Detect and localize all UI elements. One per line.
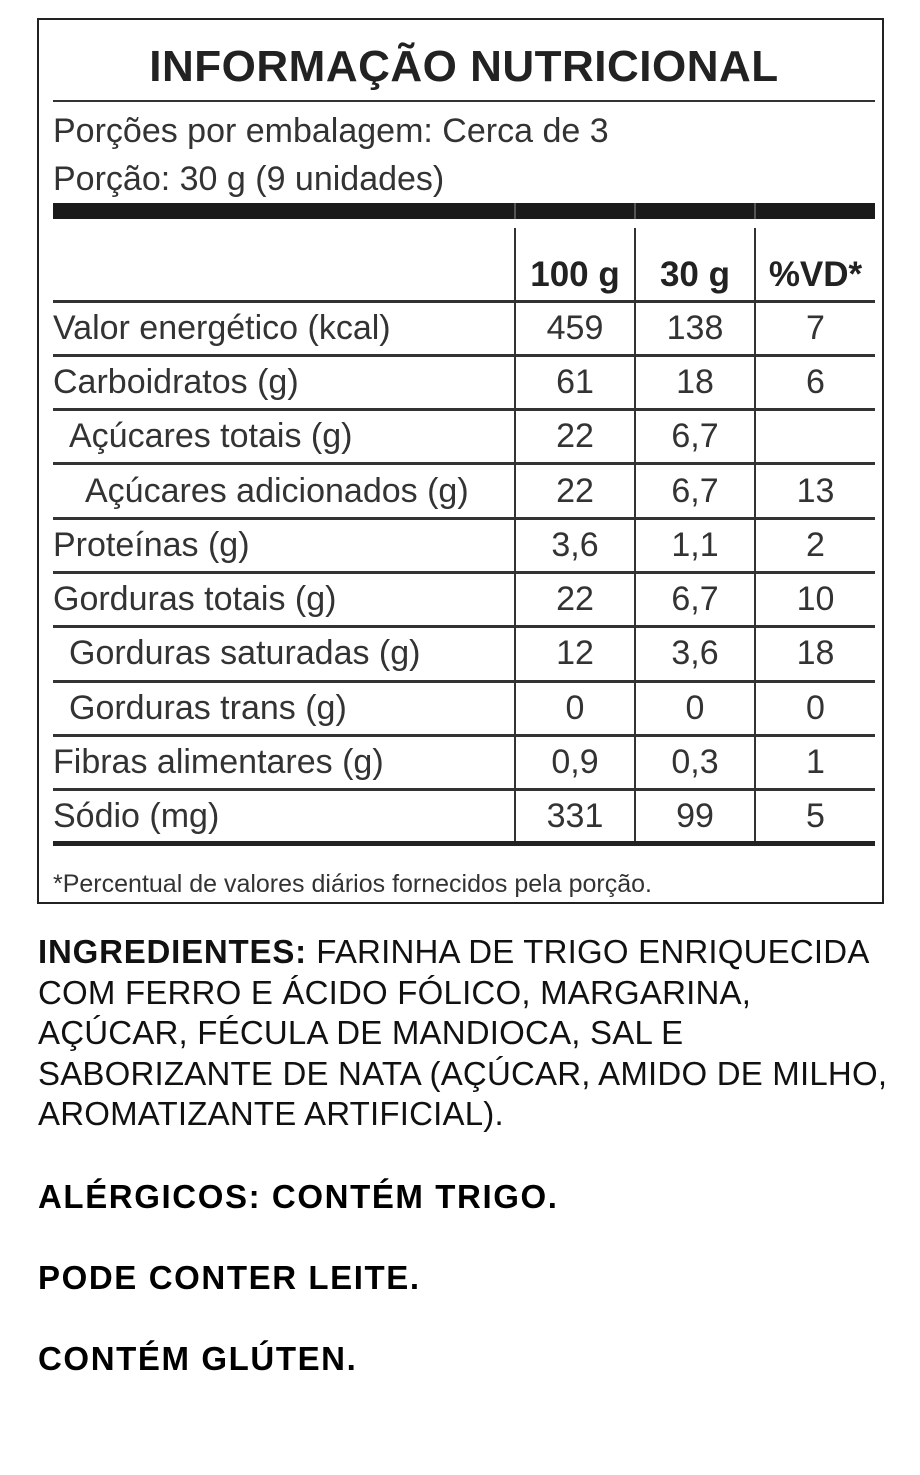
title-divider <box>53 100 875 102</box>
table-row <box>53 735 875 789</box>
nutrient-name: Sódio (mg) <box>53 790 515 844</box>
value-vd: 6 <box>755 355 875 409</box>
nutrient-name: Açúcares totais (g) <box>53 410 515 464</box>
serving-size: Porção: 30 g (9 unidades) <box>53 160 445 198</box>
divider-notch <box>634 203 636 219</box>
divider-notch <box>514 203 516 219</box>
value-100g: 0,9 <box>515 735 635 789</box>
value-100g: 61 <box>515 355 635 409</box>
nutrient-name: Fibras alimentares (g) <box>53 735 515 789</box>
column-header-30g: 30 g <box>635 228 755 301</box>
value-vd <box>755 410 875 464</box>
table-row <box>53 301 875 355</box>
may-contain-warning: PODE CONTER LEITE. <box>38 1259 421 1296</box>
table-header-row <box>53 228 875 301</box>
value-vd: 5 <box>755 790 875 844</box>
value-30g: 0,3 <box>635 735 755 789</box>
table-row <box>53 355 875 409</box>
value-30g: 18 <box>635 355 755 409</box>
value-30g: 138 <box>635 301 755 355</box>
column-header-vd: %VD* <box>755 228 875 301</box>
nutrition-table <box>53 228 875 846</box>
value-30g: 6,7 <box>635 572 755 626</box>
value-100g: 22 <box>515 410 635 464</box>
column-header-100g: 100 g <box>515 228 635 301</box>
divider-notch <box>754 203 756 219</box>
table-row <box>53 518 875 572</box>
vd-footnote: *Percentual de valores diários fornecidos pela porção. <box>53 870 652 898</box>
value-vd: 10 <box>755 572 875 626</box>
value-30g: 99 <box>635 790 755 844</box>
table-row <box>53 410 875 464</box>
table-row <box>53 464 875 518</box>
table-row <box>53 627 875 681</box>
value-30g: 6,7 <box>635 464 755 518</box>
nutrient-name: Gorduras saturadas (g) <box>53 627 515 681</box>
ingredients-text: FARINHA DE TRIGO ENRIQUECIDA COM FERRO E ÁCIDO FÓLICO, MARGARINA, AÇÚCAR, FÉCULA DE MANDIOCA, SAL E SABORIZANTE DE NATA (AÇÚCAR, AMIDO DE MILHO, AROMATIZANTE ARTIFICIAL). <box>38 933 888 1132</box>
value-100g: 22 <box>515 572 635 626</box>
value-vd: 1 <box>755 735 875 789</box>
value-30g: 6,7 <box>635 410 755 464</box>
value-vd: 7 <box>755 301 875 355</box>
table-row <box>53 572 875 626</box>
value-100g: 331 <box>515 790 635 844</box>
servings-per-package: Porções por embalagem: Cerca de 3 <box>53 112 609 150</box>
ingredients-label: INGREDIENTES: <box>38 933 307 970</box>
gluten-warning: CONTÉM GLÚTEN. <box>38 1340 358 1377</box>
value-100g: 459 <box>515 301 635 355</box>
nutrition-facts-panel <box>37 18 884 904</box>
thick-divider <box>53 203 875 219</box>
nutrition-title: INFORMAÇÃO NUTRICIONAL <box>149 42 779 91</box>
value-100g: 0 <box>515 681 635 735</box>
header-blank-cell <box>53 228 515 301</box>
nutrient-name: Gorduras trans (g) <box>53 681 515 735</box>
value-30g: 0 <box>635 681 755 735</box>
nutrient-name: Gorduras totais (g) <box>53 572 515 626</box>
table-row <box>53 681 875 735</box>
value-30g: 3,6 <box>635 627 755 681</box>
value-vd: 0 <box>755 681 875 735</box>
allergens-warning: ALÉRGICOS: CONTÉM TRIGO. <box>38 1178 559 1215</box>
value-100g: 22 <box>515 464 635 518</box>
value-vd: 13 <box>755 464 875 518</box>
value-vd: 18 <box>755 627 875 681</box>
value-100g: 3,6 <box>515 518 635 572</box>
value-vd: 2 <box>755 518 875 572</box>
ingredients-list <box>38 932 898 1135</box>
value-30g: 1,1 <box>635 518 755 572</box>
table-row <box>53 790 875 844</box>
nutrient-name: Valor energético (kcal) <box>53 301 515 355</box>
value-100g: 12 <box>515 627 635 681</box>
nutrient-name: Proteínas (g) <box>53 518 515 572</box>
nutrient-name: Açúcares adicionados (g) <box>53 464 515 518</box>
nutrient-name: Carboidratos (g) <box>53 355 515 409</box>
